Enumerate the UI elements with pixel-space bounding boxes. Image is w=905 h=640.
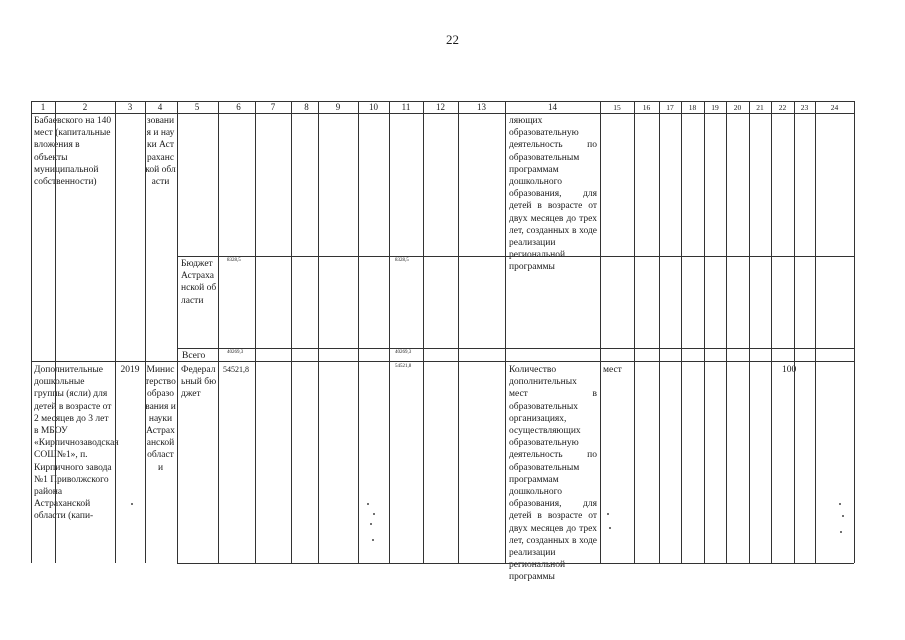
column-header: 10 [369, 102, 378, 112]
column-header: 23 [800, 103, 809, 112]
row2-unit: мест [603, 365, 622, 375]
row2-amount-col11: 54521,8 [395, 364, 412, 369]
table-rule-horizontal [31, 113, 854, 114]
column-header: 15 [613, 103, 621, 112]
column-header: 22 [778, 103, 787, 112]
table-rule-vertical [681, 101, 682, 563]
table-rule-vertical [634, 101, 635, 563]
row2-executor: Министерство образования и науки Астраханской области [145, 365, 176, 473]
column-header: 2 [82, 102, 88, 112]
table-rule-horizontal [177, 563, 854, 564]
scan-speck [372, 539, 374, 541]
scan-speck [839, 503, 841, 505]
table-rule-horizontal [31, 361, 854, 362]
table-rule-vertical [358, 101, 359, 563]
table-rule-vertical [55, 101, 56, 563]
budget-regional-label: Бюджет Астраханской области [181, 259, 217, 306]
scan-speck [609, 527, 611, 529]
table-rule-vertical [771, 101, 772, 563]
row2-indicator: Количество дополнительных мест в образовательных организациях, осуществляющих образовательную деятельность по образовательным программам дошкольного образования, для детей в возрасте от двух месяцев до трех лет, созданных в ходе реализации региональной программы [509, 365, 597, 583]
table-rule-vertical [115, 101, 116, 563]
row2-budget: Федеральный бюджет [181, 365, 217, 400]
column-header: 24 [830, 103, 839, 112]
column-header: 3 [127, 102, 133, 112]
row1-name: Бабаевского на 140 мест (капитальные вложения в объекты муниципальной собственности) [34, 116, 112, 188]
column-header: 17 [666, 103, 674, 112]
table-rule-vertical [389, 101, 390, 563]
table-rule-vertical [749, 101, 750, 563]
data-table [31, 101, 854, 583]
column-header: 16 [642, 103, 651, 112]
scan-speck [840, 531, 842, 533]
row2-name: Дополнительные дошкольные группы (ясли) для детей в возрасте от 2 месяцев до 3 лет в МБОУ «Кирпичнозаводская СОШ№1», п. Кирпичного завода №1 Приволжского района Астраханской области (капи- [34, 365, 119, 522]
column-header: 11 [401, 102, 411, 112]
column-header: 19 [711, 103, 719, 112]
column-header: 12 [436, 102, 445, 112]
table-rule-vertical [659, 101, 660, 563]
column-header: 13 [477, 102, 486, 112]
table-rule-vertical [704, 101, 705, 563]
column-header: 5 [194, 102, 200, 112]
scan-speck [842, 515, 844, 517]
table-rule-vertical [458, 101, 459, 563]
total-amount: 40269,3 [227, 350, 244, 355]
total-amount-col11: 40269,3 [395, 350, 412, 355]
table-rule-vertical [218, 101, 219, 563]
table-rule-vertical [726, 101, 727, 563]
total-label: Всего [182, 351, 206, 361]
table-rule-vertical [423, 101, 424, 563]
table-rule-vertical [291, 101, 292, 563]
column-header: 8 [304, 102, 309, 112]
column-header: 21 [756, 103, 764, 112]
table-rule-vertical [600, 101, 601, 563]
table-rule-vertical [854, 101, 855, 563]
row1-executor: зования и науки Астраханской области [145, 116, 176, 188]
column-header: 20 [733, 103, 742, 112]
table-rule-horizontal [177, 256, 854, 257]
column-header: 9 [335, 102, 341, 112]
column-header: 7 [270, 102, 276, 112]
scan-speck [607, 513, 609, 515]
row2-year: 2019 [120, 365, 140, 375]
scan-speck [370, 523, 372, 525]
table-rule-vertical [318, 101, 319, 563]
budget-regional-amount: 8328,5 [227, 258, 241, 263]
scan-speck [131, 503, 133, 505]
scan-speck [367, 503, 369, 505]
table-rule-vertical [255, 101, 256, 563]
table-rule-vertical [31, 101, 32, 563]
column-header: 1 [40, 102, 46, 112]
budget-regional-amount-col11: 8328,5 [395, 258, 409, 263]
page-number: 22 [446, 32, 459, 47]
table-rule-horizontal [177, 348, 854, 349]
table-rule-horizontal [31, 101, 854, 102]
column-header: 14 [548, 102, 557, 112]
column-header: 4 [157, 102, 163, 112]
column-header: 6 [236, 102, 241, 112]
table-rule-vertical [794, 101, 795, 563]
row2-amount: 54521,8 [223, 365, 249, 374]
row1-indicator: ляющих образовательную деятельность по образовательным программам дошкольного образования, для детей в возрасте от двух месяцев до трех лет, созданных в ходе реализации региональной программы [509, 116, 597, 273]
scan-speck [373, 513, 375, 515]
table-rule-vertical [815, 101, 816, 563]
table-rule-vertical [177, 101, 178, 563]
column-header: 18 [688, 103, 697, 112]
table-rule-vertical [145, 101, 146, 563]
row2-target: 100 [782, 365, 797, 375]
table-rule-vertical [505, 101, 506, 563]
